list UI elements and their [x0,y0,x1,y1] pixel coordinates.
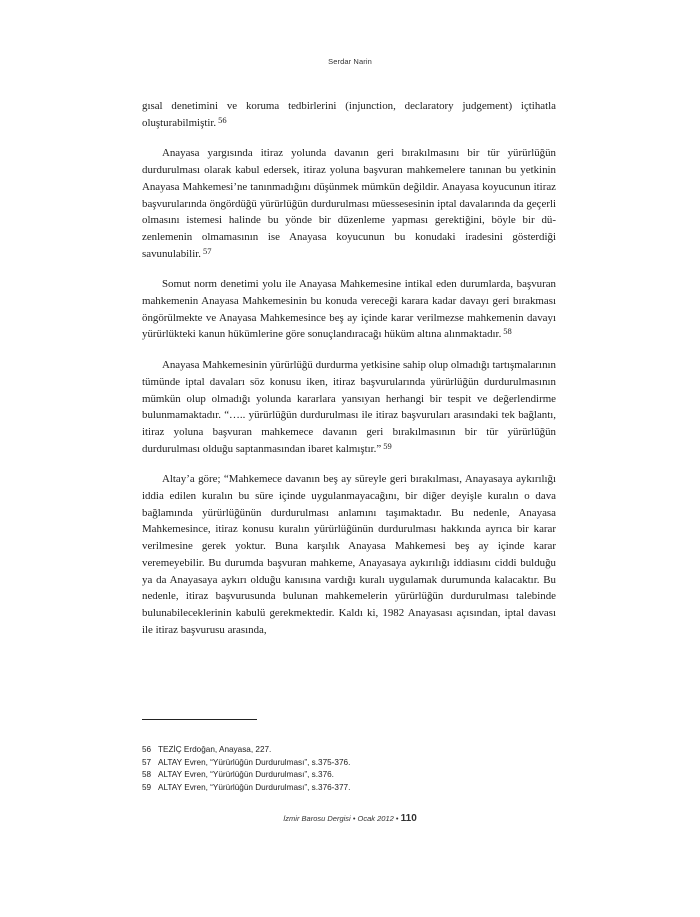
footnote-reference[interactable]: 57 [202,245,212,256]
footnote-number: 56 [142,745,152,754]
footer-separator: • [395,814,399,823]
paragraph [142,471,556,638]
footnote-text: ALTAY Evren, “Yürürlüğün Durdurulması”, s.376-377. [158,782,351,792]
footer-separator: • [352,814,356,823]
footnote-text: ALTAY Evren, “Yürürlüğün Durdurulması”, s.376. [158,770,334,780]
paragraph [142,276,556,343]
paragraph-text: Anayasa Mahkemesinin yürürlüğü durdurma yetkisine sahip olup olmadığı tartışmalarının tümünde iptal davaları söz konusu iken, itiraz başvurularında yürürlüğün durdurulmasının mümkün olup olmadığı yolunda kararlara yansıyan herhangi bir tespit ve değerlendirme bulunmamaktadır. “….. yürürlüğün durdurulması ile itiraz başvuruları arasındaki tek bağlantı, itiraz yoluna başvuran mahkemece davanın geri bırakılmasının bir tür yürürlüğün durdurulması olduğu saptanmasından ibaret kalmıştır.” [142,359,556,455]
footnote-number: 58 [142,770,152,780]
footnote-text: TEZİÇ Erdoğan, Anayasa, 227. [158,745,272,754]
footnote-divider [142,719,257,720]
footnote [142,782,556,795]
running-head: Serdar Narin [328,57,372,66]
paragraph [142,357,556,457]
journal-name: İzmir Barosu Dergisi [283,814,351,823]
footnote [142,769,556,782]
paragraph-text: gısal denetimini ve koruma tedbirlerini (injunction, declaratory judgement) içtihatla oluşturabilmiştir. [142,100,556,129]
footnote-reference[interactable]: 56 [218,114,227,125]
footnote-number: 57 [142,757,152,767]
paragraph-text: Anayasa yargısında itiraz yolunda davanın geri bırakılmasını bir tür yürürlüğün durdurulması olarak kabul edersek, itiraz yoluna başvuran mahkemelere tanınan bu yetkinin Anayasa Mahkemesi’ne tanınmadığını düşünmek mümkün değildir. Anayasa koyucunun itiraz başvurularında öngördüğü yürürlüğün durdurulması müessesesinin iptal davalarında da geçerli olmasını istemesi halinde bu yönde bir düzenleme yapması gerektiğini, böyle bir düzenlemenin olmamasının ise Anayasa koyucunun bu konudaki iradesini gösterdiği savunulabilir. [142,147,556,260]
paragraph-text: Altay’a göre; “Mahkemece davanın beş ay süreyle geri bırakılması, Anayasaya aykırılığı iddia edilen kuralın bu süre içinde uygulanmayacağını, bir diğer deyişle kuralın o dava bağlamında yürürlüğünün durdurulması anlamını taşımaktadır. Bu nedenle, Anayasa Mahkemesince, itiraz konusu kuralın yürürlüğünün durdurulması hakkında ayrıca bir karar verilmesine gerek yoktur. Buna karşılık Anayasa Mahkemesi beş ay içinde karar veremeyebilir. Bu durumda başvuran mahkeme, Anayasaya aykırılığı iddiasını ciddi bulduğu ya da Anayasaya aykırı olduğu kanısına vardığı kuralı uygulamak durumunda kalacaktır. Bu nedenle, itiraz başvurusunda bulunan mahkemelerin yürürlüğün durdurulması talebinde bulunabileceklerinin kabulü gerekmektedir. Kaldı ki, 1982 Anayasası açısından, iptal davası ile itiraz başvurusu arasında, [142,473,556,636]
footnote [142,744,556,757]
footnote-text: ALTAY Evren, “Yürürlüğün Durdurulması”, s.375-376. [158,757,351,767]
paragraph [142,145,556,262]
issue-date: Ocak 2012 [357,814,394,823]
footnote-reference[interactable]: 58 [503,326,512,337]
footnotes [142,744,556,794]
footnote [142,757,556,770]
paragraph [142,98,556,131]
page-footer [0,813,700,824]
body-text [142,98,556,652]
paragraph-text: Somut norm denetimi yolu ile Anayasa Mahkemesine intikal eden durumlarda, başvuran mahkemenin Anayasa Mahkemesinin bu konuda vereceği karara kadar davayı geri bırakması öngörülmekte ve Anayasa Mahkemesince beş ay içinde karar verilmezse mahkemenin davayı yürürlükteki kanun hükümlerine göre sonuçlandıracağı hüküm altına alınmaktadır. [142,278,556,341]
page-number: 110 [400,813,417,824]
footnote-number: 59 [142,782,152,792]
footnote-reference[interactable]: 59 [383,440,392,451]
